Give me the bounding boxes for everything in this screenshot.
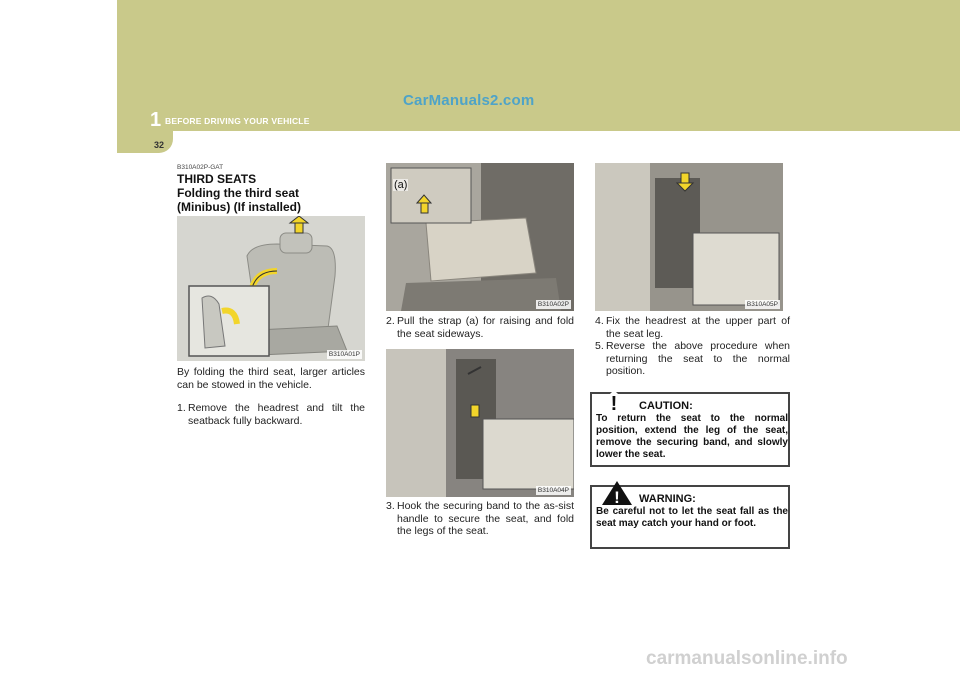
headrest-fix-illustration — [595, 163, 783, 311]
warning-text: Be careful not to let the seat fall as the seat may catch your hand or foot. — [596, 506, 788, 529]
step-text: Reverse the above procedure when returning the seat to the normal position. — [606, 340, 790, 377]
image-label: B310A02P — [537, 301, 569, 308]
header-band — [117, 0, 960, 131]
warning-title: WARNING: — [639, 493, 696, 505]
securing-band-illustration — [386, 349, 574, 497]
headrest-fix-photo — [595, 163, 783, 311]
chapter-title: BEFORE DRIVING YOUR VEHICLE — [165, 116, 310, 126]
step-text: Hook the securing band to the as-sist handle to secure the seat, and fold the legs of the seat. — [397, 500, 574, 537]
step-4 — [595, 315, 790, 340]
watermark-top[interactable]: CarManuals2.com — [403, 92, 535, 109]
seat-illustration — [177, 216, 365, 361]
step-2 — [386, 315, 574, 340]
page-number: 32 — [154, 140, 165, 150]
step-text: Fix the headrest at the upper part of the seat leg. — [606, 315, 790, 340]
caution-text: To return the seat to the normal position, extend the leg of the seat, remove the securing band, and slowly lower the seat. — [596, 413, 788, 460]
step-number: 5. — [595, 340, 604, 352]
step-3 — [386, 500, 574, 538]
step-5 — [595, 340, 790, 378]
step-number: 4. — [595, 315, 604, 327]
seat-headrest-photo — [177, 216, 365, 361]
caution-title: CAUTION: — [639, 400, 693, 412]
watermark-bottom[interactable]: carmanualsonline.info — [646, 648, 848, 669]
image-label: B310A04P — [537, 487, 569, 494]
step-number: 3. — [386, 500, 395, 512]
heading-line-1: THIRD SEATS — [177, 172, 257, 186]
cargo-area-illustration — [386, 163, 574, 311]
strap-callout: (a) — [394, 179, 408, 191]
step-number: 2. — [386, 315, 395, 327]
strap-photo — [386, 163, 574, 311]
warning-exclamation-icon — [602, 481, 632, 505]
section-heading — [177, 172, 377, 214]
heading-line-3: (Minibus) (If installed) — [177, 200, 301, 214]
step-number: 1. — [177, 402, 186, 414]
caution-box — [590, 392, 790, 467]
svg-text:!: ! — [610, 393, 618, 412]
section-code: B310A02P-GAT — [177, 164, 224, 171]
intro-paragraph: By folding the third seat, larger articles can be stowed in the vehicle. — [177, 366, 365, 391]
image-label: B310A05P — [746, 301, 778, 308]
caution-exclamation-icon — [592, 390, 636, 412]
securing-band-photo — [386, 349, 574, 497]
svg-text:!: ! — [614, 488, 620, 505]
step-text: Remove the headrest and tilt the seatback fully backward. — [188, 402, 365, 427]
warning-box — [590, 485, 790, 549]
step-text: Pull the strap (a) for raising and fold the seat sideways. — [397, 315, 574, 340]
chapter-number: 1 — [150, 109, 162, 131]
image-label: B310A01P — [328, 351, 360, 358]
step-1 — [177, 402, 365, 427]
page-number-tab — [117, 131, 173, 153]
heading-line-2: Folding the third seat — [177, 186, 299, 200]
